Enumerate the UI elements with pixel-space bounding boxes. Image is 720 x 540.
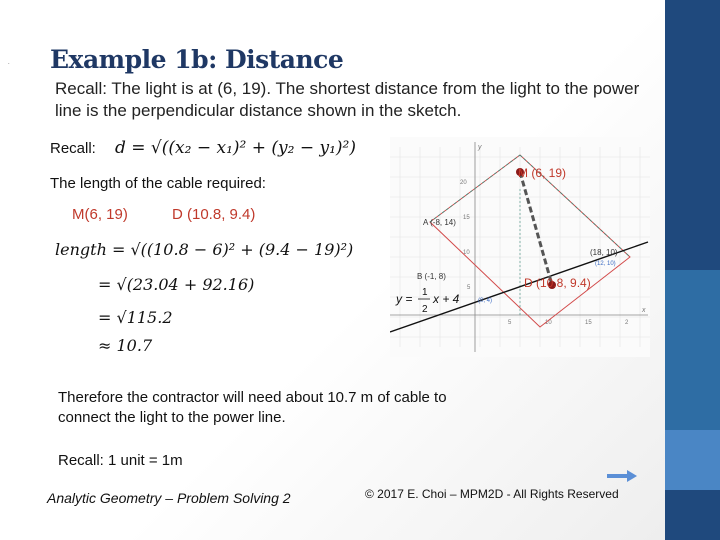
sidebar-block-2 — [665, 270, 720, 430]
tick-x-10: 10 — [545, 320, 552, 326]
line-eq-lhs: y = — [396, 292, 413, 306]
calc-line-1: length = √((10.8 − 6)² + (9.4 − 19)²) — [55, 240, 354, 259]
line-eq-num: 1 — [422, 287, 428, 298]
slide-title: Example 1b: Distance — [50, 45, 344, 74]
footer-course: Analytic Geometry – Problem Solving 2 — [47, 490, 291, 506]
perpendicular-cable — [520, 172, 552, 285]
tick-y-5: 5 — [467, 285, 471, 291]
axis-x-label: x — [642, 307, 646, 314]
graph-label-m: M (6, 19) — [518, 166, 567, 180]
tick-y-20: 20 — [460, 180, 467, 186]
decorative-sidebar — [665, 0, 720, 540]
tick-x-5: 5 — [508, 320, 512, 326]
point-m-label: M(6, 19) — [72, 206, 128, 223]
distance-formula: d = √((x₂ − x₁)² + (y₂ − y₁)²) — [115, 138, 356, 158]
graph-label-b: B (-1, 8) — [417, 272, 446, 281]
bullet-dot: . — [8, 60, 10, 66]
arrow-right-icon — [607, 470, 637, 482]
tick-y-10: 10 — [463, 250, 470, 256]
graph-label-e: (0, 4) — [478, 298, 493, 304]
line-eq-rhs: x + 4 — [433, 292, 460, 306]
calc-line-4: ≈ 10.7 — [98, 336, 153, 355]
graph-label-c: (18, 10) — [590, 248, 618, 257]
tick-x-20: 2 — [625, 320, 629, 326]
line-eq-den: 2 — [422, 304, 428, 315]
calc-line-3: = √115.2 — [98, 308, 173, 327]
sidebar-block-1 — [665, 0, 720, 270]
next-slide-arrow[interactable] — [607, 469, 637, 481]
sidebar-block-4 — [665, 490, 720, 540]
graph-label-a: A (-8, 14) — [423, 218, 456, 227]
point-d-label: D (10.8, 9.4) — [172, 206, 256, 223]
calc-line-2: = √(23.04 + 92.16) — [98, 275, 255, 294]
sketch-graph — [390, 137, 650, 357]
tick-y-15: 15 — [463, 215, 470, 221]
graph-label-d: D (10.8, 9.4) — [524, 276, 591, 290]
graph-svg — [390, 137, 650, 357]
sidebar-block-3 — [665, 430, 720, 490]
axis-y-label: y — [478, 144, 482, 151]
intro-text: Recall: The light is at (6, 19). The shortest distance from the light to the power line is the perpendicular distance shown in the sketch. — [55, 79, 640, 120]
graph-label-c2: (12, 10) — [595, 261, 616, 267]
tick-x-15: 15 — [585, 320, 592, 326]
recall-label: Recall: — [50, 140, 96, 157]
footer-copyright: © 2017 E. Choi – MPM2D - All Rights Reserved — [365, 487, 619, 501]
conclusion-text: Therefore the contractor will need about 10.7 m of cable to connect the light to the power line. — [58, 389, 447, 426]
cable-length-label: The length of the cable required: — [50, 175, 266, 192]
unit-note: Recall: 1 unit = 1m — [58, 452, 183, 469]
